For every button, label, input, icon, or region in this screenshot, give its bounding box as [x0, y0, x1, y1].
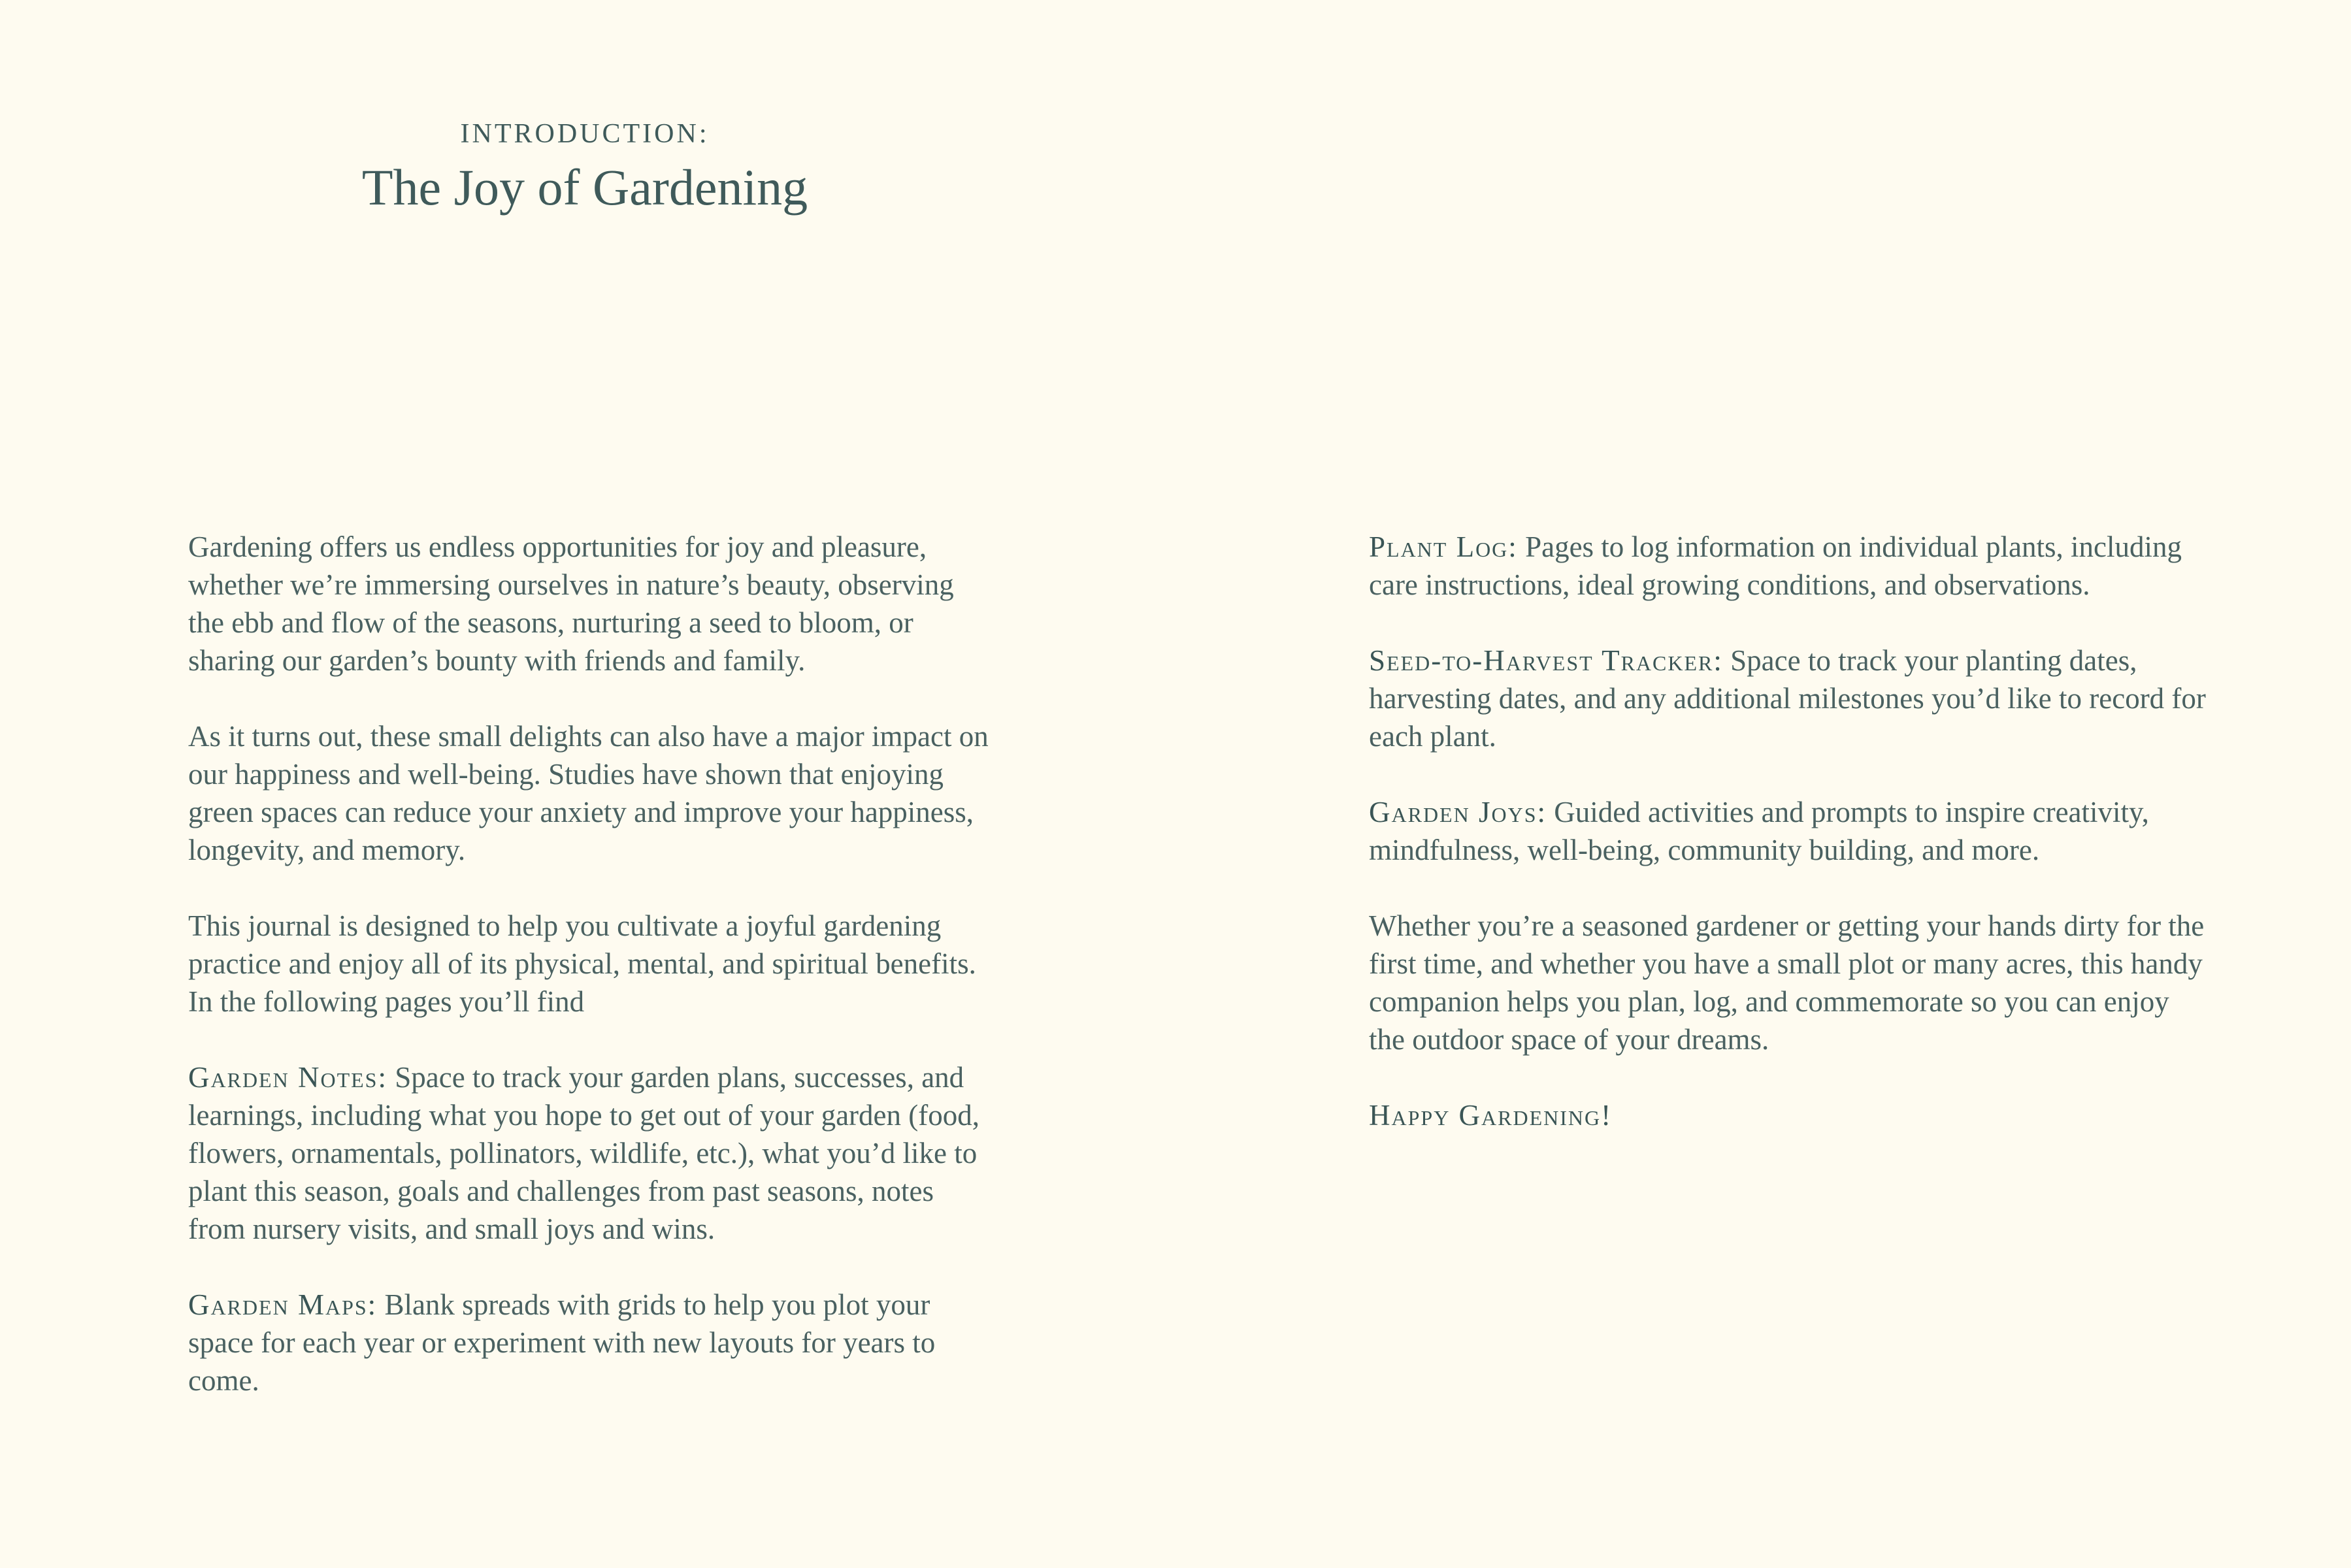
section-text: Space to track your planting dates, harvesting dates, and any additional milestones you’d like to record for each plant.	[1369, 644, 2206, 753]
closing-paragraph: Whether you’re a seasoned gardener or getting your hands dirty for the first time, and whether you have a small plot or many acres, this handy companion helps you plan, log, and commemorate so you can enjoy the outdoor space of your dreams.	[1369, 909, 2205, 1056]
section-text: Guided activities and prompts to inspire creativity, mindfulness, well-being, community building, and more.	[1369, 796, 2149, 866]
section-label: Seed-to-Harvest Tracker:	[1369, 644, 1723, 677]
section-garden-notes	[188, 1058, 992, 1248]
section-seed-to-harvest-tracker	[1369, 642, 2212, 755]
chapter-title: The Joy of Gardening	[361, 159, 808, 216]
section-text: Blank spreads with grids to help you plot your space for each year or experiment with new layouts for years to come.	[188, 1288, 936, 1397]
intro-paragraph-3: This journal is designed to help you cultivate a joyful gardening practice and enjoy all of its physical, mental, and spiritual benefits. In the following pages you’ll find	[188, 909, 976, 1018]
section-plant-log	[1369, 528, 2212, 604]
chapter-eyebrow: INTRODUCTION:	[460, 119, 710, 149]
section-text: Space to track your garden plans, successes, and learnings, including what you hope to get out of your garden (food, flowers, ornamentals, pollinators, wildlife, etc.), what you’d like to plant this season, goals and challenges from past seasons, notes from nursery visits, and small joys and wins.	[188, 1061, 979, 1245]
section-text: Pages to log information on individual plants, including care instructions, ideal growing conditions, and observations.	[1369, 531, 2182, 601]
right-column	[1369, 528, 2212, 1172]
intro-paragraph-2: As it turns out, these small delights can also have a major impact on our happiness and well-being. Studies have shown that enjoying green spaces can reduce your anxiety and improve your happiness, longevity, and memory.	[188, 720, 989, 866]
section-garden-maps	[188, 1286, 992, 1399]
closing-line: Happy Gardening!	[1369, 1099, 1613, 1132]
right-page	[1176, 0, 2351, 1568]
chapter-heading	[301, 114, 869, 220]
section-garden-joys	[1369, 793, 2212, 869]
left-column	[188, 528, 992, 1437]
section-label: Garden Maps:	[188, 1288, 378, 1321]
section-label: Plant Log:	[1369, 531, 1518, 563]
section-label: Garden Notes:	[188, 1061, 387, 1094]
intro-paragraph-1: Gardening offers us endless opportunities for joy and pleasure, whether we’re immersing ourselves in nature’s beauty, observing the ebb and flow of the seasons, nurturing a seed to bloom, or sharing our garden’s bounty with friends and family.	[188, 531, 954, 677]
section-label: Garden Joys:	[1369, 796, 1547, 828]
